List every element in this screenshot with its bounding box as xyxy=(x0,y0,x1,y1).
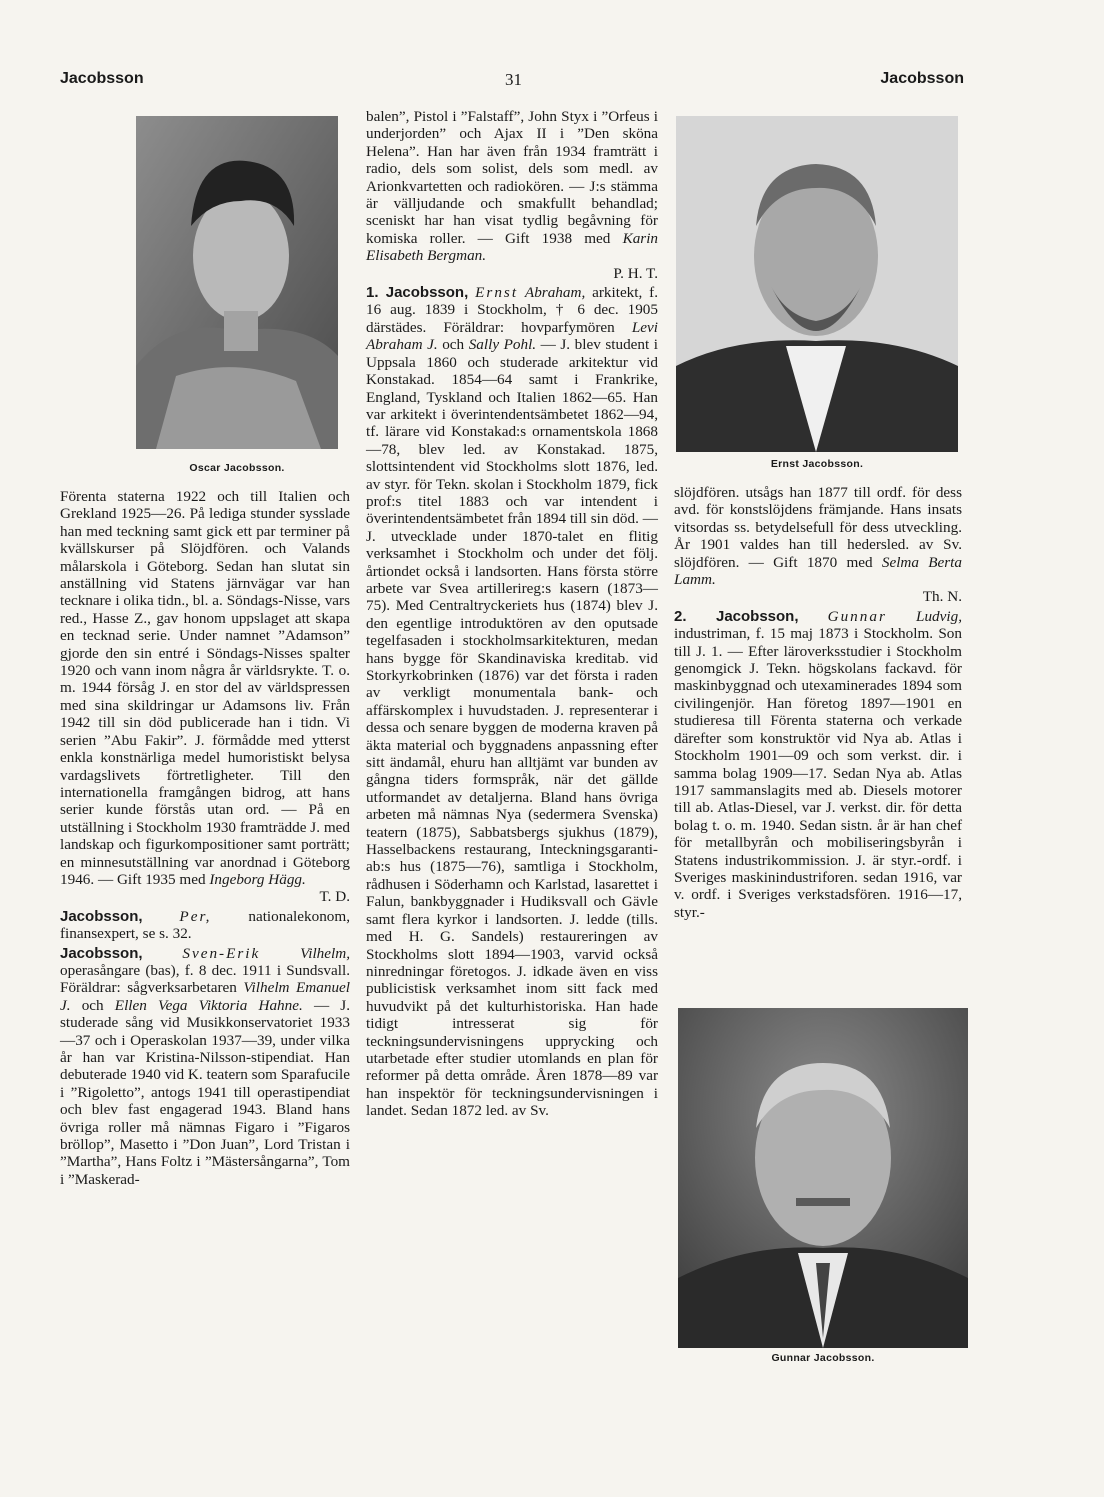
header-left-name: Jacobsson xyxy=(60,70,144,87)
sven-erik-wife-name: Karin Elisabeth Bergman. xyxy=(366,229,659,265)
gunnar-portrait-icon xyxy=(678,1008,968,1348)
oscar-portrait-image xyxy=(136,116,338,449)
ernst-signature: Th. N. xyxy=(922,588,962,606)
per-headword: Jacobsson, xyxy=(60,907,143,925)
sven-erik-cont-text: balen”, Pistol i ”Falstaff”, John Styx i ”Orfeus i underjorden” och Ajax II i ”Den sköna Helena”. Han har även från 1934 framträtt i radio, dels som solist, dels som medl. av Arionkvartetten och radiokören. — J:s stämma är välljudande och smakfullt behandlad; sceniskt har han visat tydlig begåvning för komiska roller. — Gift 1938 med xyxy=(366,108,658,247)
gunnar-name: Gunnar xyxy=(827,607,887,625)
sven-erik-name2: Vilhelm, xyxy=(300,944,351,962)
sven-erik-text1: operasångare (bas), f. 8 dec. 1911 i Sundsvall. Föräldrar: sågverksarbetaren xyxy=(60,961,350,997)
sven-erik-och: och xyxy=(81,996,104,1014)
sven-erik-name: Sven-Erik xyxy=(182,944,261,962)
sven-erik-text2: — J. studerade sång vid Musikkonservatoriet 1933—37 och i Operaskolan 1937—39, under vilka år han var Kristina-Nilsson-stipendiat. Han debuterade 1940 vid K. teatern som Sparafucile i ”Rigoletto”, antogs 1941 till operastipendiat och blev fast engagerad 1943. Bland hans övriga roller må nämnas Figaro i ”Figaros bröllop”, Masetto i ”Don Juan”, Lord Tristan i ”Martha”, Hans Foltz i ”Mästersångarna”, Tom i ”Maskerad- xyxy=(60,996,350,1188)
sven-erik-headword: Jacobsson, xyxy=(60,944,143,962)
per-name: Per, xyxy=(179,907,212,925)
header-right-name: Jacobsson xyxy=(880,70,964,87)
sven-erik-continuation xyxy=(366,108,658,282)
oscar-text: Förenta staterna 1922 och till Italien och Grekland 1925—26. På lediga stunder sysslade han med teckning samt gick ett par terminer på kvällskurser på Slöjdfören. och Valands målarskola i Göteborg. Sedan han slutat sin anställning vid Statens järnvägar var han tecknare i olika tidn., bl. a. Söndags-Nisse, vars red., Hasse Z., gav honom uppslaget att skapa en tecknad serie. Under namnet ”Adamson” gjorde den sin entré i Söndags-Nisses spalter 1920 och vann inom några år världsrykte. T. o. m. 1944 försåg J. en stor del av världspressen med sina skildringar ur Adamsons liv. Från 1942 till sin död publicerade han i tidn. Vi serien ”Abu Fakir”. J. förmådde med ytterst enkla konstnärliga medel humoristiskt belysa vardagslivets förtretligheter. Till den internationella framgången bidrog, att hans serier kunde förstås utan ord. — På en utställning i Stockholm 1930 framträdde J. med landskap och figurkompositioner samt porträtt; en minnesutställning var anordnad i Göteborg 1946. — Gift 1935 med xyxy=(60,488,350,888)
ernst-mother: Sally Pohl. xyxy=(468,336,537,354)
ernst-och: och xyxy=(442,336,465,354)
ernst-portrait-icon xyxy=(676,116,958,452)
oscar-portrait-icon xyxy=(136,116,338,449)
page-number: 31 xyxy=(505,70,522,89)
column-2 xyxy=(366,108,658,1120)
per-entry xyxy=(60,908,350,943)
ernst-cont-text: slöjdfören. utsågs han 1877 till ordf. för dess avd. för konstslöjdens främjande. Hans insats vitsordas ss. betydelsefull för dess utveckling. År 1901 valdes han till hedersled. av Sv. slöjdfören. — Gift 1870 med xyxy=(674,484,962,571)
oscar-signature: T. D. xyxy=(319,888,350,906)
ernst-caption: Ernst Jacobsson. xyxy=(770,458,864,470)
ernst-wife-name: Selma Berta Lamm. xyxy=(674,553,962,589)
ernst-headword: 1. Jacobsson, xyxy=(366,284,469,302)
sven-erik-entry xyxy=(60,945,350,1189)
oscar-caption: Oscar Jacobsson. xyxy=(189,462,285,474)
ernst-text2: — J. blev student i Uppsala 1860 och studerade arkitektur vid Konstakad. 1854—64 samt i Frankrike, England, Tyskland och Italien 1862—65. Han var arkitekt i överintendentsämbetet 1862—94, tf. lärare vid Konstakad:s ornamentskola 1868—78, blev led. av Konstakad. 1875, slottsintendent vid Stockholms slott 1876, led. av styr. för Tekn. skolan i Stockholm 1879, fick prof:s titel 1883 och var intendent i överintendentsämbetet från 1894 till sin död. — J. utvecklade under 1870-talet en flitig verksamhet i Stockholm och under det följ. årtiondet också i landsorten. Hans första större arbete var Svea artillerireg:s kasern (1873—75). Med Centraltryckeriets hus (1874) blev J. den egentlige introduktören av den oputsade tegelfasaden i stockholmsarkitekturen, medan hans bygge för Skandinaviska kreditab. vid Storkyrkobrinken (1876) var det första i raden av verkligt monumentala bank- och affärskomplex i huvudstaden. J. representerar i dessa och senare byggen de moderna kraven på äkta material och byggnadens anpassning efter sitt ändamål, ehuru han alltjämt var bunden av gångna tiders formspråk, när det gällde utformandet av detaljerna. Bland hans övriga arbeten må nämnas Nya (sedermera Svenska) teatern (1875), Sabbatsbergs sjukhus (1879), Hasselbackens restaurang, Inteckningsgaranti-ab:s hus (1875—76), samtliga i Stockholm, rådhusen i Söderhamn och Karlstad, lasarettet i Falun, bankbyggnader i Hudiksvall och Gävle samt flera kyrkor i landsorten. J. ledde (tills. med H. G. Sandels) restaureringen av Stockholms slott 1894—1903, varvid också ninredningar företogos. J. idkade även en viss publicistisk verksamhet inom sitt fack med huvudvikt på det kulturhistoriska. Han hade tidigt intresserat sig för teckningsundervisningens upprycking och utarbetade efter studier utomlands en plan för reformer på detta område. Åren 1878—89 var han inspektör för teckningsundervisningen i landet. Sedan 1872 led. av Sv. xyxy=(366,336,659,1120)
column-3 xyxy=(674,484,962,921)
ernst-continuation xyxy=(674,484,962,606)
running-header xyxy=(60,70,964,94)
sven-erik-signature: P. H. T. xyxy=(613,264,658,282)
gunnar-entry xyxy=(674,608,962,921)
ernst-portrait-image xyxy=(676,116,958,452)
ernst-text1: arkitekt, f. 16 aug. 1839 i Stockholm, † 6 dec. 1905 därstädes. Föräldrar: hovparfymören xyxy=(366,284,659,336)
column-1 xyxy=(60,488,350,1188)
oscar-entry-continuation xyxy=(60,488,350,906)
sven-erik-father: Vilhelm Emanuel J. xyxy=(60,979,350,1014)
ernst-name: Ernst xyxy=(475,284,519,302)
gunnar-portrait-image xyxy=(678,1008,968,1348)
gunnar-name2: Ludvig, xyxy=(916,607,962,625)
gunnar-text: industriman, f. 15 maj 1873 i Stockholm. Son till J. 1. — Efter läroverksstudier i Stockholm genomgick J. Tekn. högskolans fackavd. för maskinbyggnad och utexaminerades 1894 som civilingenjör. Han företog 1897—1901 en studieresa till Förenta staterna och verkade därefter som konstruktör vid Nya ab. Atlas i Stockholm 1901—09 och som verkst. dir. i samma bolag 1909—17. Sedan Nya ab. Atlas 1917 sammanslagits med ab. Diesels motorer till ab. Atlas-Diesel, var J. verkst. dir. för detta bolag t. o. m. 1940. Sedan sistn. år är han chef för metallbyrån och mobiliseringsbyrån i Statens industrikommission. J. är styr.-ordf. i Sveriges maskinindustriforen. sedan 1916, var v. ordf. i Sveriges verkstadsfören. 1916—17, styr.- xyxy=(674,625,962,921)
gunnar-caption: Gunnar Jacobsson. xyxy=(771,1352,875,1364)
gunnar-headword: 2. Jacobsson, xyxy=(674,607,799,625)
ernst-entry xyxy=(366,284,658,1120)
sven-erik-mother: Ellen Vega Viktoria Hahne. xyxy=(114,996,303,1014)
ernst-name2: Abraham, xyxy=(524,284,586,302)
ernst-father: Levi Abraham J. xyxy=(366,318,658,354)
per-text: nationalekonom, finansexpert, se s. 32. xyxy=(60,907,351,943)
oscar-wife-name: Ingeborg Hägg. xyxy=(209,870,306,888)
